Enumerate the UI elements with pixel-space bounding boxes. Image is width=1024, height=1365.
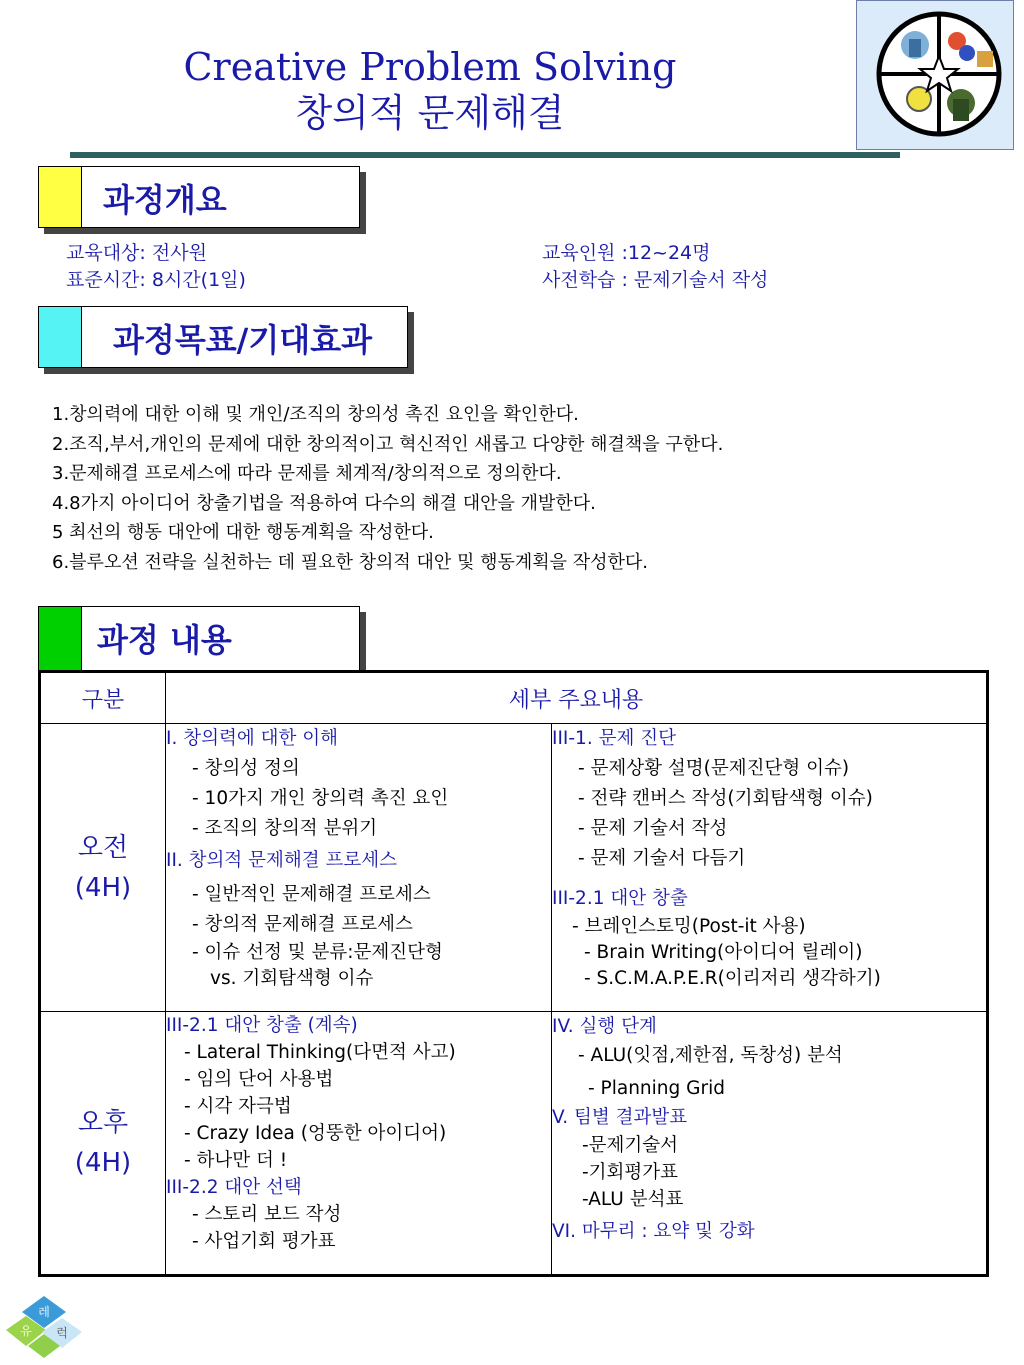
topic-item: - 임의 단어 사용법: [184, 1069, 334, 1090]
topic-item: - 이슈 선정 및 분류:문제진단형: [192, 942, 443, 963]
topic-item: - Crazy Idea (엉뚱한 아이디어): [184, 1123, 447, 1144]
footer-logo-char: 럭: [56, 1326, 68, 1340]
goals-list: [52, 400, 723, 577]
topic-item: - 문제상황 설명(문제진단형 이슈): [578, 758, 850, 779]
topic-item: - Brain Writing(아이디어 릴레이): [584, 942, 863, 963]
topic-item: -ALU 분석표: [582, 1189, 684, 1210]
section-color-swatch: [39, 167, 82, 227]
goal-item: 3.문제해결 프로세스에 따라 문제를 체계적/창의적으로 정의한다.: [52, 463, 562, 484]
afternoon-left-cell: [166, 1012, 552, 1276]
goal-item: 6.블루오션 전략을 실천하는 데 필요한 창의적 대안 및 행동계획을 작성한다.: [52, 551, 649, 573]
course-target: 교육대상: 전사원: [66, 242, 207, 264]
curriculum-table: [38, 670, 989, 1277]
course-headcount: 교육인원 :12~24명: [542, 242, 711, 264]
section-goals-title: 과정목표/기대효과: [113, 321, 372, 359]
topic-item: - 창의성 정의: [192, 758, 300, 779]
goal-item: 2.조직,부서,개인의 문제에 대한 창의적이고 혁신적인 새롭고 다양한 해결책을 구한다.: [52, 433, 724, 455]
period-hours: (4H): [74, 872, 132, 903]
topic-item: - Lateral Thinking(다면적 사고): [184, 1042, 456, 1063]
compass-star-people-icon: [857, 1, 1013, 149]
topic-item: - 문제 기술서 다듬기: [578, 848, 746, 869]
topic-item: - 조직의 창의적 분위기: [192, 818, 378, 839]
topic-item: - 창의적 문제해결 프로세스: [192, 914, 413, 935]
topic-item: - 시각 자극법: [184, 1096, 292, 1117]
topic-heading: VI. 마무리 : 요약 및 강화: [552, 1221, 755, 1242]
morning-left-cell: [166, 724, 552, 1012]
topic-heading: III-2.1 대안 창출 (계속): [166, 1015, 358, 1036]
goal-item: 5 최선의 행동 대안에 대한 행동계획을 작성한다.: [52, 522, 434, 543]
section-content-title: 과정 내용: [97, 621, 232, 659]
column-header-period: 구분: [40, 672, 166, 724]
topic-item: - 전략 캔버스 작성(기회탐색형 이슈): [578, 788, 873, 809]
topic-heading: III-2.2 대안 선택: [166, 1177, 302, 1198]
table-header-row: [40, 672, 988, 724]
footer-logo: [4, 1294, 84, 1360]
section-shadow: [360, 612, 366, 670]
section-color-swatch: [39, 307, 82, 367]
section-shadow: [44, 368, 414, 374]
column-header-details: 세부 주요내용: [166, 672, 988, 724]
period-morning: [40, 724, 166, 1012]
afternoon-right-cell: [552, 1012, 988, 1276]
topic-item: - 사업기회 평가표: [192, 1231, 336, 1252]
section-shadow: [360, 172, 366, 234]
topic-item: - 브레인스토밍(Post-it 사용): [572, 916, 806, 937]
topic-item: - S.C.M.A.P.E.R(이리저리 생각하기): [584, 968, 881, 989]
topic-heading: II. 창의적 문제해결 프로세스: [166, 850, 398, 871]
period-hours: (4H): [74, 1148, 132, 1178]
section-overview-title: 과정개요: [103, 181, 227, 219]
topic-heading: V. 팀별 결과발표: [552, 1107, 688, 1128]
section-shadow: [44, 228, 366, 234]
topic-item: - 일반적인 문제해결 프로세스: [192, 884, 431, 905]
topic-heading: IV. 실행 단계: [552, 1016, 657, 1037]
footer-logo-char: 레: [38, 1305, 50, 1319]
course-prestudy: 사전학습 : 문제기술서 작성: [542, 269, 769, 291]
topic-item: - 문제 기술서 작성: [578, 818, 728, 839]
topic-item: -기회평가표: [582, 1162, 679, 1183]
course-hours: 표준시간: 8시간(1일): [66, 269, 246, 291]
table-row-morning: [40, 724, 988, 1012]
topic-item: - 10가지 개인 창의력 촉진 요인: [192, 788, 449, 809]
topic-item: - Planning Grid: [588, 1078, 725, 1099]
period-afternoon: [40, 1012, 166, 1276]
logo: [856, 0, 1014, 150]
goal-item: 4.8가지 아이디어 창출기법을 적용하여 다수의 해결 대안을 개발한다.: [52, 492, 596, 514]
period-label: 오후: [77, 1108, 129, 1138]
topic-item: - 스토리 보드 작성: [192, 1204, 342, 1225]
section-shadow: [408, 312, 414, 374]
diamond-logo-icon: [4, 1294, 84, 1360]
section-goals-header: [38, 306, 408, 368]
topic-item: -문제기술서: [582, 1135, 679, 1156]
topic-item: - ALU(잇점,제한점, 독창성) 분석: [578, 1045, 843, 1066]
topic-item: - 하나만 더 !: [184, 1150, 288, 1171]
table-row-afternoon: [40, 1012, 988, 1276]
topic-heading: III-1. 문제 진단: [552, 728, 676, 749]
page-title-ko: 창의적 문제해결: [295, 91, 565, 135]
page-title-en: Creative Problem Solving: [183, 45, 677, 89]
topic-heading: I. 창의력에 대한 이해: [166, 728, 338, 749]
section-color-swatch: [39, 607, 82, 670]
section-overview-header: [38, 166, 360, 228]
footer-logo-char: 유: [20, 1324, 32, 1338]
goal-item: 1.창의력에 대한 이해 및 개인/조직의 창의성 촉진 요인을 확인한다.: [52, 404, 579, 425]
section-content-header: [38, 606, 360, 670]
topic-item-continued: vs. 기회탐색형 이슈: [210, 968, 374, 989]
topic-heading: III-2.1 대안 창출: [552, 888, 688, 909]
period-label: 오전: [77, 832, 129, 863]
morning-right-cell: [552, 724, 988, 1012]
title-divider: [70, 152, 900, 158]
